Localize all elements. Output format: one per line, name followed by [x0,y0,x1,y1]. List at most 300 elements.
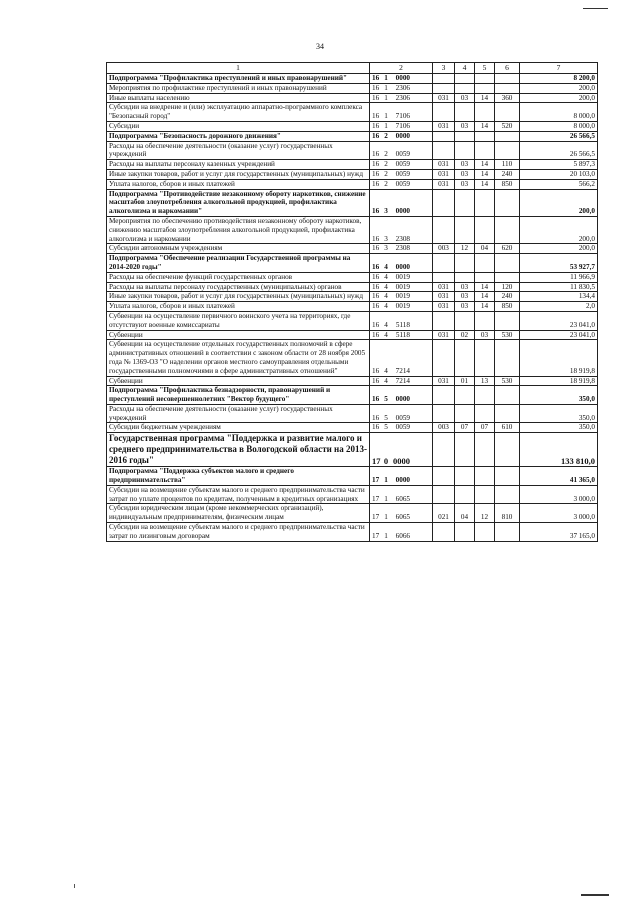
code-part: 16 [372,302,380,311]
code-part: 0000 [393,456,410,467]
row-expense-type-code [495,272,520,282]
row-amount: 350,0 [520,404,598,423]
code-part: 1 [384,494,388,503]
table-row [107,244,598,254]
row-target-code [370,189,433,216]
row-expense-type-code: 360 [495,93,520,103]
code-part: 4 [384,366,388,375]
code-part: 4 [384,262,388,271]
row-subsection-code [475,523,495,542]
code-part: 16 [372,262,380,271]
row-department-code [433,189,455,216]
row-department-code [433,523,455,542]
row-subsection-code: 13 [475,376,495,386]
row-section-code [455,433,475,467]
row-department-code [433,141,455,160]
row-expense-type-code: 120 [495,282,520,292]
table-row [107,131,598,141]
row-section-code [455,103,475,122]
table-row [107,160,598,170]
row-amount: 18 919,8 [520,340,598,376]
row-name: Субвенции на осуществление первичного воинского учета на территориях, где отсутствуют военные комиссариаты [107,311,370,330]
code-part: 0000 [395,476,410,485]
row-subsection-code [475,83,495,93]
row-expense-type-code: 810 [495,504,520,523]
row-target-code [370,386,433,405]
code-part: 17 [372,513,380,522]
row-department-code [433,386,455,405]
row-name: Мероприятия по профилактике преступлений и иных правонарушений [107,83,370,93]
row-department-code [433,340,455,376]
row-section-code: 03 [455,292,475,302]
code-part: 0000 [395,207,410,216]
code-part: 16 [372,234,380,243]
row-expense-type-code [495,141,520,160]
code-part: 16 [372,121,380,130]
row-subsection-code: 07 [475,423,495,433]
row-name: Уплата налогов, сборов и иных платежей [107,179,370,189]
row-department-code: 031 [433,93,455,103]
code-part: 5 [384,413,388,422]
code-part: 0 [383,456,389,467]
row-name: Подпрограмма "Безопасность дорожного движения" [107,131,370,141]
row-name: Расходы на выплаты персоналу государственных (муниципальных) органов [107,282,370,292]
table-body [107,63,598,542]
row-department-code: 031 [433,376,455,386]
code-part: 16 [372,93,380,102]
header-cell: 5 [475,63,495,74]
budget-table [106,62,598,542]
row-name: Субсидии автономным учреждениям [107,244,370,254]
row-target-code [370,485,433,504]
row-name: Субсидии бюджетным учреждениям [107,423,370,433]
row-target-code [370,93,433,103]
row-target-code [370,160,433,170]
row-section-code: 03 [455,121,475,131]
header-cell: 3 [433,63,455,74]
code-part: 0059 [395,179,410,188]
code-part: 2 [384,150,388,159]
row-name: Подпрограмма "Обеспечение реализации Государственной программы на 2014-2020 годы" [107,254,370,273]
row-name: Государственная программа "Поддержка и развитие малого и среднего предпринимательства в Вологодской области на 2013-2016 годы" [107,433,370,467]
row-department-code [433,83,455,93]
code-part: 0059 [395,169,410,178]
row-expense-type-code [495,254,520,273]
row-name: Уплата налогов, сборов и иных платежей [107,302,370,312]
row-section-code: 12 [455,244,475,254]
table-row [107,433,598,467]
row-amount: 200,0 [520,216,598,243]
row-target-code [370,179,433,189]
row-name: Расходы на выплаты персоналу казенных учреждений [107,160,370,170]
row-amount: 350,0 [520,423,598,433]
row-amount: 200,0 [520,189,598,216]
row-section-code: 01 [455,376,475,386]
code-part: 16 [372,244,380,253]
code-part: 4 [384,330,388,339]
code-part: 0059 [395,423,410,432]
row-target-code [370,433,433,467]
table-row [107,292,598,302]
row-expense-type-code [495,523,520,542]
code-part: 7106 [395,112,410,121]
row-amount: 18 919,8 [520,376,598,386]
row-expense-type-code: 850 [495,179,520,189]
code-part: 0019 [395,302,410,311]
code-part: 7214 [395,366,410,375]
row-section-code: 03 [455,160,475,170]
row-amount: 566,2 [520,179,598,189]
row-subsection-code: 04 [475,244,495,254]
row-target-code [370,376,433,386]
row-amount: 8 200,0 [520,74,598,84]
code-part: 16 [372,150,380,159]
code-part: 2306 [395,83,410,92]
code-part: 1 [384,531,388,540]
code-part: 5118 [395,320,410,329]
row-name: Иные закупки товаров, работ и услуг для государственных (муниципальных) нужд [107,292,370,302]
row-department-code: 031 [433,160,455,170]
row-department-code: 031 [433,292,455,302]
code-part: 0019 [395,272,410,281]
row-target-code [370,404,433,423]
code-part: 2306 [395,93,410,102]
row-expense-type-code [495,131,520,141]
table-row [107,423,598,433]
code-part: 5118 [395,330,410,339]
header-cell: 2 [370,63,433,74]
table-row [107,74,598,84]
table-row [107,254,598,273]
row-expense-type-code [495,433,520,467]
code-part: 5 [384,423,388,432]
row-amount: 8 000,0 [520,103,598,122]
row-amount: 23 041,0 [520,311,598,330]
row-name: Субсидии на возмещение субъектам малого и среднего предпринимательства части затрат по лизинговым договорам [107,523,370,542]
row-target-code [370,244,433,254]
code-part: 1 [384,83,388,92]
scan-mark-bottom [581,894,609,896]
row-expense-type-code [495,216,520,243]
row-amount: 200,0 [520,244,598,254]
table-row [107,272,598,282]
code-part: 0019 [395,282,410,291]
row-subsection-code: 14 [475,179,495,189]
code-part: 17 [372,456,381,467]
code-part: 16 [372,83,380,92]
row-name: Расходы на обеспечение деятельности (оказание услуг) государственных учреждений [107,404,370,423]
code-part: 16 [372,179,380,188]
row-subsection-code [475,433,495,467]
code-part: 2 [384,169,388,178]
row-expense-type-code: 240 [495,169,520,179]
row-name: Субвенции на осуществление отдельных государственных полномочий в сфере административных отношений в соответствии с законом области от 28 ноября 2005 года № 1369-ОЗ "О наделении органов местного самоуправления отдельными государственными полномочиями в сфере административных отношений" [107,340,370,376]
code-part: 4 [384,282,388,291]
row-target-code [370,330,433,340]
code-part: 16 [372,169,380,178]
row-section-code [455,254,475,273]
row-subsection-code: 14 [475,169,495,179]
header-cell: 4 [455,63,475,74]
table-row [107,216,598,243]
row-subsection-code: 03 [475,330,495,340]
row-subsection-code [475,386,495,405]
code-part: 16 [372,395,380,404]
table-row [107,330,598,340]
row-target-code [370,272,433,282]
code-part: 17 [372,531,380,540]
code-part: 17 [372,476,380,485]
row-expense-type-code [495,83,520,93]
row-department-code: 003 [433,423,455,433]
table-row [107,523,598,542]
row-subsection-code [475,272,495,282]
row-section-code: 07 [455,423,475,433]
row-section-code: 03 [455,302,475,312]
row-expense-type-code: 850 [495,302,520,312]
code-part: 7106 [395,121,410,130]
header-cell: 6 [495,63,520,74]
row-section-code [455,216,475,243]
header-row [107,63,598,74]
row-expense-type-code: 610 [495,423,520,433]
row-expense-type-code: 530 [495,330,520,340]
row-target-code [370,254,433,273]
code-part: 6065 [395,494,410,503]
row-expense-type-code [495,74,520,84]
row-amount: 20 103,0 [520,169,598,179]
row-subsection-code [475,216,495,243]
row-subsection-code: 14 [475,160,495,170]
row-target-code [370,74,433,84]
page-number: 34 [316,42,324,51]
code-part: 16 [372,74,380,82]
row-amount: 26 566,5 [520,141,598,160]
row-amount: 8 000,0 [520,121,598,131]
row-section-code: 03 [455,282,475,292]
row-department-code [433,272,455,282]
code-part: 16 [372,282,380,291]
row-target-code [370,131,433,141]
code-part: 1 [384,74,388,82]
row-amount: 26 566,5 [520,131,598,141]
row-target-code [370,292,433,302]
row-target-code [370,311,433,330]
code-part: 16 [372,160,380,169]
row-subsection-code [475,103,495,122]
code-part: 0059 [395,413,410,422]
row-section-code [455,386,475,405]
code-part: 16 [372,320,380,329]
code-part: 16 [372,413,380,422]
code-part: 5 [384,395,388,404]
code-part: 4 [384,302,388,311]
row-section-code [455,467,475,486]
code-part: 4 [384,320,388,329]
code-part: 2 [384,179,388,188]
header-cell: 1 [107,63,370,74]
row-department-code [433,216,455,243]
row-name: Субвенции [107,330,370,340]
row-expense-type-code: 520 [495,121,520,131]
row-target-code [370,216,433,243]
row-department-code: 031 [433,282,455,292]
code-part: 2 [384,160,388,169]
code-part: 7214 [395,376,410,385]
code-part: 1 [384,513,388,522]
row-section-code: 02 [455,330,475,340]
table-row [107,404,598,423]
row-target-code [370,169,433,179]
row-name: Подпрограмма "Противодействие незаконному обороту наркотиков, снижение масштабов злоупотребления алкогольной продукцией, профилактика алкоголизма и наркомании" [107,189,370,216]
row-expense-type-code [495,467,520,486]
row-subsection-code [475,340,495,376]
row-name: Субсидии на возмещение субъектам малого и среднего предпринимательства части затрат по уплате процентов по кредитам, полученным в кредитных организациях [107,485,370,504]
row-section-code: 04 [455,504,475,523]
row-name: Подпрограмма "Профилактика преступлений и иных правонарушений" [107,74,370,84]
row-department-code: 003 [433,244,455,254]
code-part: 0000 [395,74,410,82]
row-amount: 3 000,0 [520,485,598,504]
row-section-code [455,74,475,84]
code-part: 0000 [395,262,410,271]
row-target-code [370,467,433,486]
row-department-code: 031 [433,302,455,312]
code-part: 1 [384,476,388,485]
row-expense-type-code [495,485,520,504]
row-amount: 23 041,0 [520,330,598,340]
row-target-code [370,121,433,131]
row-target-code [370,423,433,433]
row-department-code [433,433,455,467]
code-part: 3 [384,244,388,253]
code-part: 16 [372,423,380,432]
row-expense-type-code: 110 [495,160,520,170]
row-section-code [455,83,475,93]
code-part: 2 [384,131,388,140]
row-subsection-code [475,74,495,84]
row-amount: 41 365,0 [520,467,598,486]
row-department-code: 031 [433,169,455,179]
table-row [107,340,598,376]
row-section-code [455,404,475,423]
row-amount: 350,0 [520,386,598,405]
code-part: 16 [372,376,380,385]
code-part: 4 [384,272,388,281]
scan-mark-top [583,8,608,9]
row-target-code [370,340,433,376]
code-part: 0059 [395,150,410,159]
row-subsection-code [475,189,495,216]
row-department-code [433,467,455,486]
row-section-code [455,340,475,376]
code-part: 16 [372,112,380,121]
code-part: 16 [372,292,380,301]
row-subsection-code [475,131,495,141]
table-row [107,302,598,312]
row-amount: 53 927,7 [520,254,598,273]
row-name: Субсидии юридическим лицам (кроме некоммерческих организаций), индивидуальным предпринимателям, физическим лицам [107,504,370,523]
row-target-code [370,83,433,93]
table-row [107,485,598,504]
code-part: 2308 [395,234,410,243]
code-part: 3 [384,207,388,216]
row-section-code [455,523,475,542]
row-section-code: 03 [455,179,475,189]
row-name: Расходы на обеспечение функций государственных органов [107,272,370,282]
row-subsection-code: 14 [475,302,495,312]
table-row [107,386,598,405]
row-section-code: 03 [455,93,475,103]
code-part: 17 [372,494,380,503]
code-part: 1 [384,121,388,130]
row-expense-type-code [495,189,520,216]
code-part: 16 [372,207,380,216]
code-part: 1 [384,93,388,102]
table-row [107,504,598,523]
row-name: Субсидии на внедрение и (или) эксплуатацию аппаратно-программного комплекса "Безопасный город" [107,103,370,122]
row-expense-type-code: 620 [495,244,520,254]
table-row [107,93,598,103]
row-department-code [433,131,455,141]
row-target-code [370,282,433,292]
table-row [107,282,598,292]
code-part: 16 [372,330,380,339]
row-amount: 5 897,3 [520,160,598,170]
row-target-code [370,504,433,523]
code-part: 6066 [395,531,410,540]
code-part: 0019 [395,292,410,301]
row-amount: 3 000,0 [520,504,598,523]
row-department-code: 031 [433,179,455,189]
code-part: 0000 [395,131,410,140]
code-part: 1 [384,112,388,121]
row-subsection-code: 14 [475,282,495,292]
row-section-code: 03 [455,169,475,179]
code-part: 6065 [395,513,410,522]
row-amount: 2,0 [520,302,598,312]
row-department-code [433,254,455,273]
row-name: Субсидии [107,121,370,131]
table-row [107,376,598,386]
code-part: 3 [384,234,388,243]
row-section-code [455,131,475,141]
row-target-code [370,141,433,160]
table-row [107,189,598,216]
row-subsection-code [475,141,495,160]
row-expense-type-code [495,311,520,330]
table-row [107,311,598,330]
row-amount: 37 165,0 [520,523,598,542]
row-expense-type-code: 240 [495,292,520,302]
row-amount: 200,0 [520,83,598,93]
row-section-code [455,485,475,504]
table-row [107,141,598,160]
code-part: 4 [384,376,388,385]
row-subsection-code [475,485,495,504]
row-department-code: 031 [433,330,455,340]
scan-mark-left [74,884,75,888]
code-part: 16 [372,366,380,375]
row-name: Субвенции [107,376,370,386]
row-expense-type-code: 530 [495,376,520,386]
row-name: Иные закупки товаров, работ и услуг для государственных (муниципальных) нужд [107,169,370,179]
row-amount: 200,0 [520,93,598,103]
row-subsection-code [475,311,495,330]
code-part: 0000 [395,395,410,404]
row-department-code [433,103,455,122]
row-department-code [433,485,455,504]
